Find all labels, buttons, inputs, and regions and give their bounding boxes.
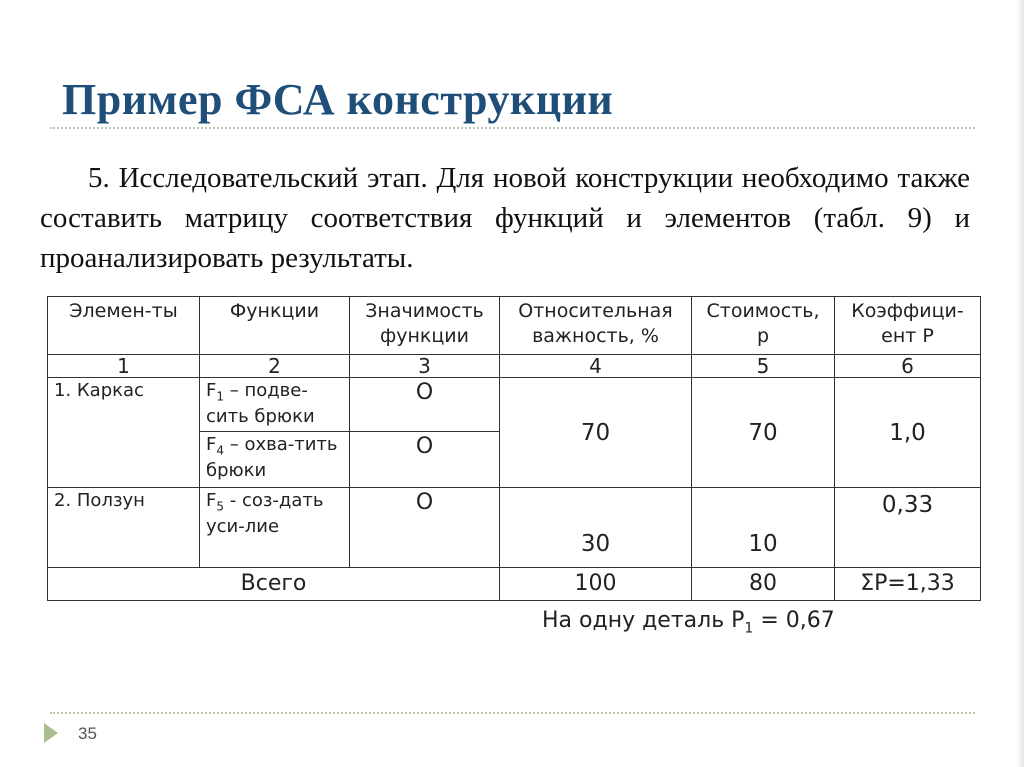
- cost-value: 70: [692, 378, 835, 488]
- column-number: 6: [835, 355, 981, 378]
- header-cost: Стоимость, р: [692, 297, 835, 355]
- column-number: 2: [200, 355, 350, 378]
- total-label: Всего: [48, 568, 500, 601]
- page-number: 35: [78, 724, 97, 743]
- significance-mark: О: [350, 432, 500, 488]
- header-coefficient: Коэффици-ент Р: [835, 297, 981, 355]
- per-detail-note: На одну деталь $Р_1 = 0,67$: [542, 608, 835, 637]
- coefficient-value: 0,33: [835, 488, 981, 568]
- function-element-matrix-table: [47, 296, 981, 601]
- total-importance: 100: [500, 568, 692, 601]
- slide-edge-shadow: [1016, 0, 1024, 767]
- function-cell: $F_4$ – охва-тить брюки: [200, 432, 350, 488]
- triangle-bullet-icon: [44, 723, 58, 743]
- column-number: 5: [692, 355, 835, 378]
- column-number-row: [48, 355, 981, 378]
- header-functions: Функции: [200, 297, 350, 355]
- slide-title: Пример ФСА конструкции: [62, 75, 614, 124]
- column-number: 3: [350, 355, 500, 378]
- coefficient-value: 1,0: [835, 378, 981, 488]
- header-relative-importance: Относительная важность, %: [500, 297, 692, 355]
- importance-value: 70: [500, 378, 692, 488]
- significance-mark: О: [350, 378, 500, 432]
- importance-value: 30: [500, 488, 692, 568]
- header-elements: Элемен-ты: [48, 297, 200, 355]
- element-slider: 2. Ползун: [48, 488, 200, 568]
- column-number: 4: [500, 355, 692, 378]
- table-header-row: [48, 297, 981, 355]
- body-paragraph: 5. Исследовательский этап. Для новой конструкции необходимо также составить матрицу соответствия функций и элементов (табл. 9) и проанализировать результаты.: [40, 162, 970, 274]
- table-row: [48, 488, 981, 568]
- footer-divider: [50, 712, 975, 714]
- element-frame: 1. Каркас: [48, 378, 200, 488]
- column-number: 1: [48, 355, 200, 378]
- table-row: [48, 378, 981, 432]
- title-divider: [50, 127, 975, 129]
- header-function-significance: Значимость функции: [350, 297, 500, 355]
- cost-value: 10: [692, 488, 835, 568]
- function-cell: $F_5$ - соз-дать уси-лие: [200, 488, 350, 568]
- total-cost: 80: [692, 568, 835, 601]
- total-coefficient: ΣР=1,33: [835, 568, 981, 601]
- total-row: [48, 568, 981, 601]
- function-cell: $F_1$ – подве-сить брюки: [200, 378, 350, 432]
- significance-mark: О: [350, 488, 500, 568]
